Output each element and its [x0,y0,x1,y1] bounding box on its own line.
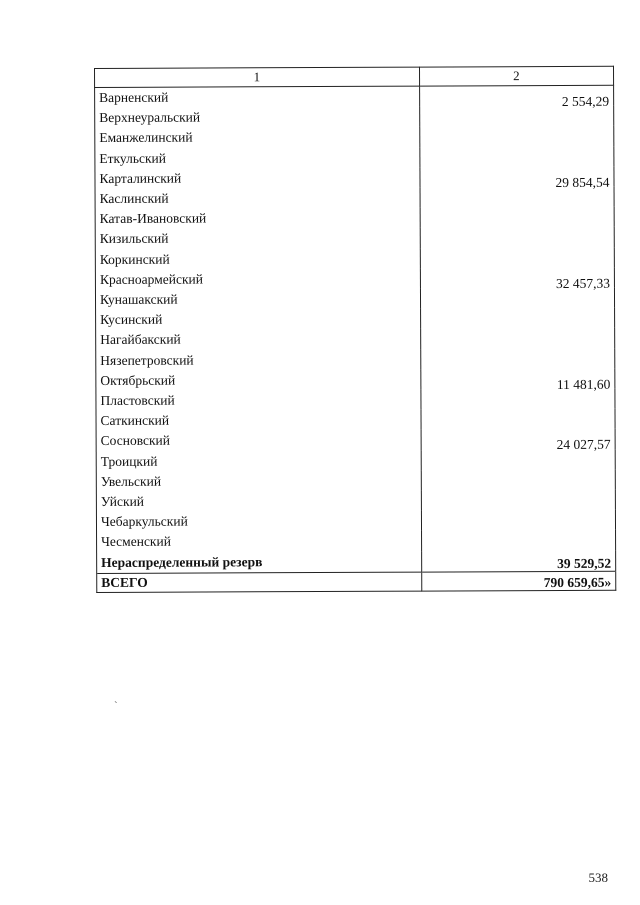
district-value [420,334,614,355]
district-name: Карталинский [95,167,420,189]
district-value [420,193,614,214]
column-header-2: 2 [419,66,613,86]
table-header-row [95,66,614,87]
district-name: Сосновский [96,430,421,452]
table-row [95,85,614,108]
district-value [421,496,615,517]
district-value: 24 027,57 [421,435,615,456]
district-value [419,112,613,133]
district-value [420,233,614,254]
column-header-1: 1 [95,67,420,87]
district-value [420,132,614,153]
district-value: 2 554,29 [419,91,613,113]
page-number: 538 [588,870,608,885]
district-name: Кусинский [96,309,421,331]
district-name: Еманжелинский [95,127,420,149]
district-value [421,516,615,537]
table-body [95,85,616,592]
reserve-row [97,550,616,573]
district-name: Чебаркульский [96,511,421,533]
district-value [421,455,615,476]
district-value [420,253,614,274]
district-value [421,354,615,375]
district-name: Октябрьский [96,369,421,391]
reserve-value: 39 529,52 [421,553,615,575]
total-row [97,571,616,592]
stray-mark: ` [114,700,118,712]
district-name: Коркинский [95,248,420,270]
district-value [420,213,614,234]
district-value: 32 457,33 [420,274,614,295]
district-name: Красноармейский [95,268,420,290]
district-name: Каслинский [95,188,420,210]
district-name: Нагайбакский [96,329,421,351]
district-value [420,314,614,335]
total-label: ВСЕГО [97,572,422,592]
district-value [421,395,615,416]
district-value: 29 854,54 [420,173,614,194]
district-name: Верхнеуральский [95,107,420,129]
district-name: Чесменский [97,531,422,553]
district-value [421,415,615,436]
district-name: Варненский [95,86,420,108]
district-value [421,476,615,497]
district-name: Увельский [96,470,421,492]
allocation-table [94,66,616,593]
district-name: Пластовский [96,390,421,412]
total-value: 790 659,65» [421,573,615,593]
reserve-label: Нераспределенный резерв [97,551,422,573]
district-name: Кунашакский [95,289,420,311]
district-value [420,152,614,173]
district-name: Катав-Ивановский [95,208,420,230]
district-name: Саткинский [96,410,421,432]
district-name: Троицкий [96,450,421,472]
district-value: 11 481,60 [421,375,615,396]
district-name: Еткульский [95,147,420,169]
district-name: Нязепетровский [96,349,421,371]
district-name: Уйский [96,491,421,513]
district-value [420,294,614,315]
district-name: Кизильский [95,228,420,250]
